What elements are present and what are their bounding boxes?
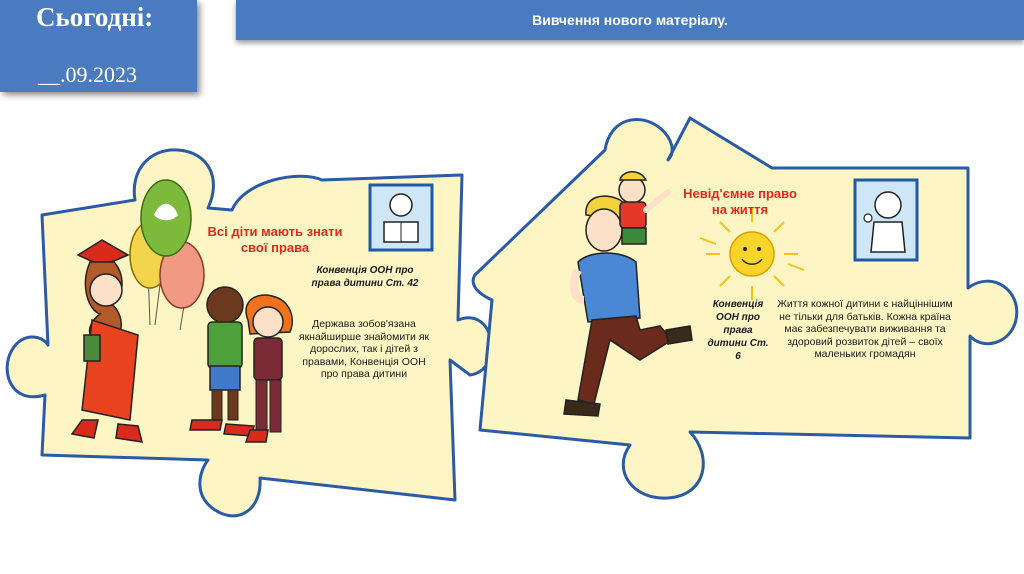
- left-convention: Конвенція ООН про права дитини Ст. 42: [311, 265, 419, 289]
- child-reading-icon: [370, 185, 432, 250]
- today-label: Сьогодні:: [36, 2, 154, 32]
- lesson-title: Вивчення нового матеріалу.: [532, 12, 728, 28]
- left-body-text: Держава зобов'язана якнайширше знайомити як дорослих, так і дітей з правами, Конвенція ООН про права дитини: [298, 318, 430, 380]
- right-body-text: Життя кожної дитини є найціннішим не тільки для батьків. Кожна країна має забезпечувати виживання та здоровий розвиток дітей – своїх маленьких громадян: [777, 298, 953, 360]
- left-heading: Всі діти мають знати свої права: [207, 224, 343, 255]
- date-value: __.09.2023: [38, 62, 137, 87]
- right-heading: Невід'ємне право на життя: [683, 186, 797, 217]
- child-flower-icon: [855, 180, 917, 260]
- right-convention: Конвенція ООН про права дитини Ст. 6: [707, 299, 769, 362]
